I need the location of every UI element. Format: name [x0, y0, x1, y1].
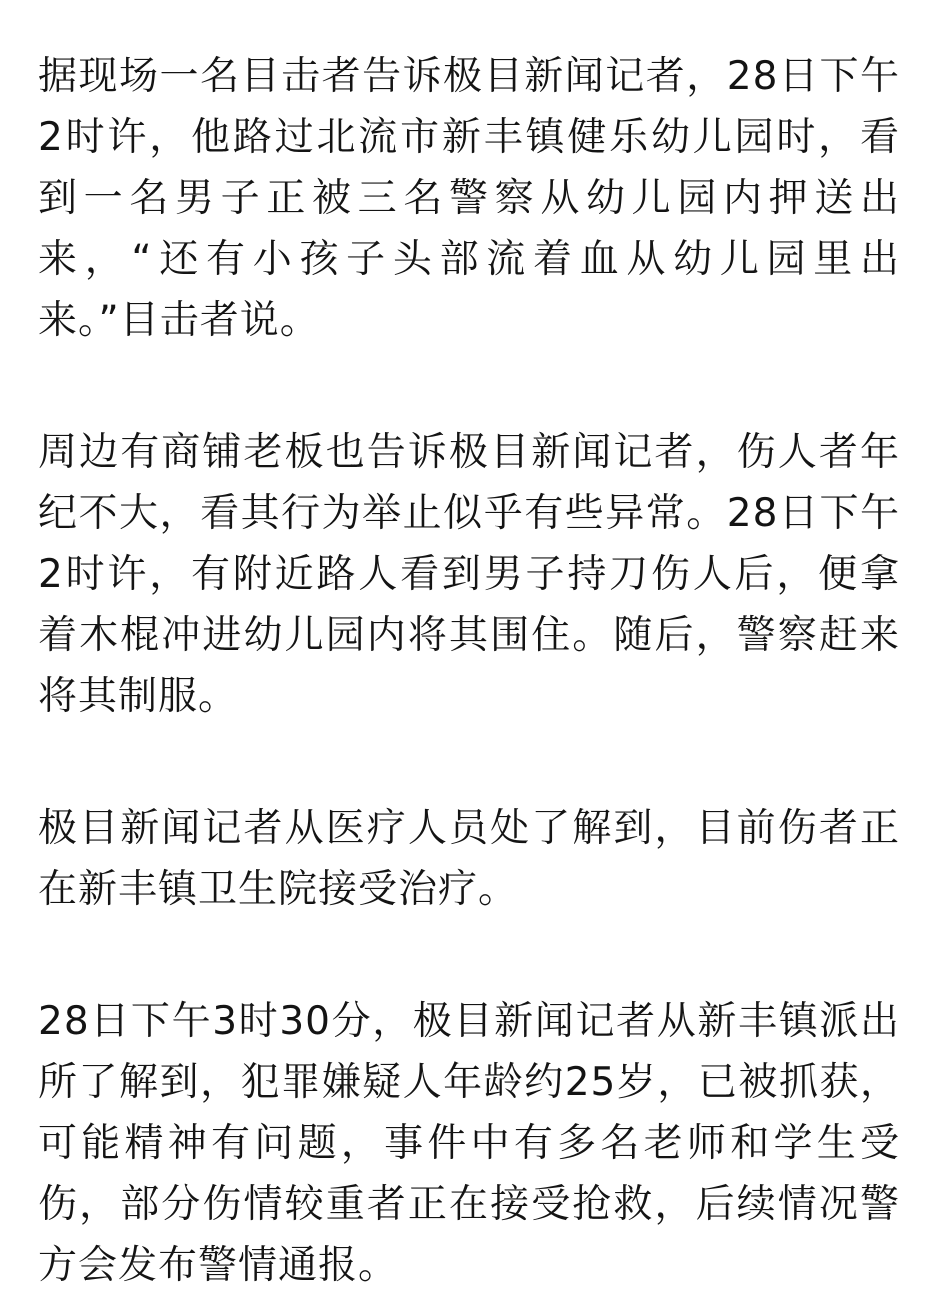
paragraph-medical-status: 极目新闻记者从医疗人员处了解到，目前伤者正在新丰镇卫生院接受治疗。	[38, 806, 900, 912]
article-body	[38, 46, 900, 1296]
paragraph-shop-owner-account: 周边有商铺老板也告诉极目新闻记者，伤人者年纪不大，看其行为举止似乎有些异常。28日下午2时许，有附近路人看到男子持刀伤人后，便拿着木棍冲进幼儿园内将其围住。随后，警察赶来将其制服。	[38, 430, 900, 719]
paragraph-witness-account: 据现场一名目击者告诉极目新闻记者，28日下午2时许，他路过北流市新丰镇健乐幼儿园时，看到一名男子正被三名警察从幼儿园内押送出来，“还有小孩子头部流着血从幼儿园里出来。”目击者说。	[38, 54, 900, 343]
paragraph-police-statement: 28日下午3时30分，极目新闻记者从新丰镇派出所了解到，犯罪嫌疑人年龄约25岁，已被抓获，可能精神有问题，事件中有多名老师和学生受伤，部分伤情较重者正在接受抢救，后续情况警方会发布警情通报。	[38, 999, 900, 1288]
